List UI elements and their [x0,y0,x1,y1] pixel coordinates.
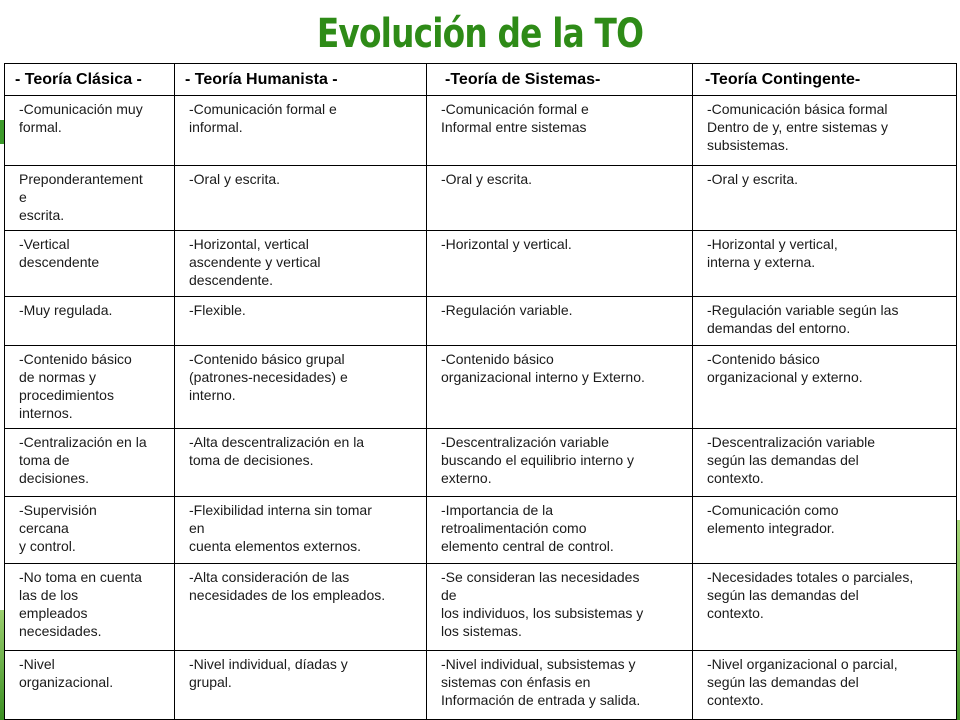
table-row [5,166,957,231]
header-teoria-sistemas: -Teoría de Sistemas- [427,64,693,96]
table-cell: -Comunicación muy formal. [5,96,175,166]
table-cell: -Alta descentralización en la toma de decisiones. [175,429,427,497]
table-cell: -Flexibilidad interna sin tomar en cuenta elementos externos. [175,497,427,564]
table-row [5,231,957,297]
table-cell: -Nivel individual, díadas y grupal. [175,651,427,720]
table-cell: -Regulación variable. [427,297,693,346]
table-cell: -Contenido básico organizacional interno y Externo. [427,346,693,429]
table-cell: -Flexible. [175,297,427,346]
table-cell: -Se consideran las necesidades de los individuos, los subsistemas y los sistemas. [427,564,693,651]
table-row [5,297,957,346]
table-row [5,96,957,166]
table-cell: -Nivel organizacional o parcial, según las demandas del contexto. [693,651,957,720]
table-cell: -Nivel individual, subsistemas y sistemas con énfasis en Información de entrada y salida. [427,651,693,720]
table-cell: -Nivel organizacional. [5,651,175,720]
table-cell: -Importancia de la retroalimentación como elemento central de control. [427,497,693,564]
table-cell: -Muy regulada. [5,297,175,346]
table-row [5,651,957,720]
table-cell: -Comunicación como elemento integrador. [693,497,957,564]
table-row [5,346,957,429]
table-cell: -Centralización en la toma de decisiones. [5,429,175,497]
table-cell: -Necesidades totales o parciales, según las demandas del contexto. [693,564,957,651]
header-row [5,64,957,96]
table-row [5,497,957,564]
table-cell: -Oral y escrita. [175,166,427,231]
table-cell: -Oral y escrita. [693,166,957,231]
header-teoria-humanista: - Teoría Humanista - [175,64,427,96]
header-teoria-contingente: -Teoría Contingente- [693,64,957,96]
slide-title: Evolución de la TO [316,11,644,57]
table-cell: Preponderantement e escrita. [5,166,175,231]
table-row [5,429,957,497]
table-cell: -Comunicación básica formal Dentro de y, entre sistemas y subsistemas. [693,96,957,166]
table-cell: -Oral y escrita. [427,166,693,231]
table-cell: -Vertical descendente [5,231,175,297]
table-cell: -Supervisión cercana y control. [5,497,175,564]
table-cell: -Comunicación formal e Informal entre sistemas [427,96,693,166]
table-row [5,564,957,651]
table-cell: -Horizontal y vertical, interna y externa. [693,231,957,297]
table-cell: -Contenido básico de normas y procedimientos internos. [5,346,175,429]
header-teoria-clasica: - Teoría Clásica - [5,64,175,96]
table-cell: -No toma en cuenta las de los empleados necesidades. [5,564,175,651]
table-cell: -Contenido básico organizacional y externo. [693,346,957,429]
table-cell: -Descentralización variable según las demandas del contexto. [693,429,957,497]
table-cell: -Contenido básico grupal (patrones-necesidades) e interno. [175,346,427,429]
table-cell: -Regulación variable según las demandas del entorno. [693,297,957,346]
comparison-table [4,63,957,720]
table-cell: -Descentralización variable buscando el equilibrio interno y externo. [427,429,693,497]
table-cell: -Horizontal, vertical ascendente y vertical descendente. [175,231,427,297]
table-cell: -Horizontal y vertical. [427,231,693,297]
table-cell: -Comunicación formal e informal. [175,96,427,166]
table-cell: -Alta consideración de las necesidades de los empleados. [175,564,427,651]
